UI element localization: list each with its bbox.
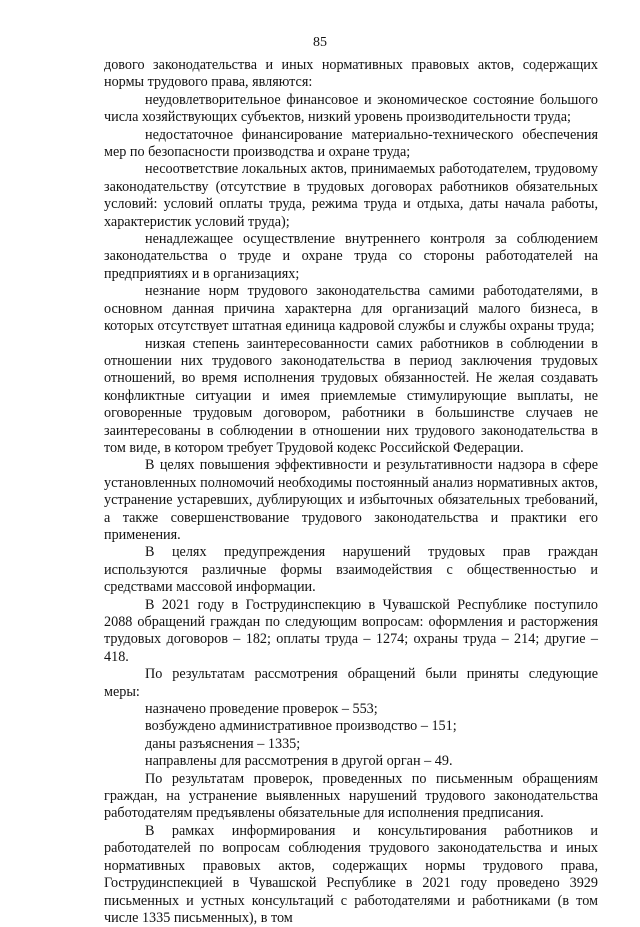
paragraph-appeals-2021: В 2021 году в Гострудинспекцию в Чувашской Республике поступило 2088 обращений граждан по следующим вопросам: оформления и расторжения трудовых договоров – 182; оплаты труда – 1274; охраны труда – 214; другие – 418.	[104, 596, 598, 665]
paragraph-cause-funding: недостаточное финансирование материально-технического обеспечения мер по безопасности производства и охране труда;	[104, 126, 598, 161]
page-number: 85	[313, 35, 327, 50]
paragraph-cause-ignorance: незнание норм трудового законодательства самими работодателями, в основном данная причина характерна для организаций малого бизнеса, в которых отсутствует штатная единица кадровой службы и службы охраны труда;	[104, 283, 598, 335]
paragraph-efficiency: В целях повышения эффективности и результативности надзора в сфере установленных полномочий необходимы постоянный анализ нормативных актов, устранение устаревших, дублирующих и избыточных обязательных требований, а также совершенствование трудового законодательства и практики его применения.	[104, 457, 598, 543]
paragraph-cause-finance: неудовлетворительное финансовое и экономическое состояние большого числа хозяйствующих субъектов, низкий уровень производительности труда;	[104, 91, 598, 126]
paragraph-continuation: дового законодательства и иных нормативных правовых актов, содержащих нормы трудового права, являются:	[104, 57, 598, 91]
paragraph-cause-low-interest: низкая степень заинтересованности самих работников в соблюдении в отношении них трудового законодательства в период заключения трудовых отношений, во время исполнения трудовых обязанностей. Не желая создавать конфликтные ситуации и имея приемлемые стимулирующие выплаты, не оговоренные трудовым договором, работники в большинстве случаев не заинтересованы в соблюдении в отношении них трудового законодательства в том виде, в котором требует Трудовой кодекс Российской Федерации.	[104, 335, 598, 456]
paragraph-cause-internal-control: ненадлежащее осуществление внутреннего контроля за соблюдением законодательства о труде и охране труда со стороны работодателей на предприятиях и в организациях;	[104, 231, 598, 282]
measure-administrative: возбуждено административное производство – 151;	[145, 718, 457, 735]
measure-explanations: даны разъяснения – 1335;	[145, 735, 301, 752]
paragraph-prevention: В целях предупреждения нарушений трудовых прав граждан используются различные формы взаимодействия с общественностью и средствами массовой информации.	[104, 544, 598, 596]
paragraph-measures-intro: По результатам рассмотрения обращений были приняты следующие меры:	[104, 666, 598, 700]
paragraph-cause-local-acts: несоответствие локальных актов, принимаемых работодателем, трудовому законодательству (отсутствие в трудовых договорах работников обязательных условий: условий оплаты труда, режима труда и отдыха, даты начала работы, характеристик условий труда);	[104, 161, 598, 230]
paragraph-orders: По результатам проверок, проведенных по письменным обращениям граждан, на устранение выявленных нарушений трудового законодательства работодателям предъявлены обязательные для исполнения предписания.	[104, 770, 598, 822]
paragraph-consultations: В рамках информирования и консультирования работников и работодателей по вопросам соблюдения трудового законодательства и иных нормативных правовых актов, содержащих нормы трудового права, Гострудинспекцией в Чувашской Республике в 2021 году проведено 3929 письменных и устных консультаций с работодателями и работниками (в том числе 1335 письменных), в том	[104, 822, 598, 926]
body-text	[104, 57, 598, 927]
measure-inspections: назначено проведение проверок – 553;	[145, 701, 378, 718]
measure-redirected: направлены для рассмотрения в другой орган – 49.	[145, 753, 453, 770]
